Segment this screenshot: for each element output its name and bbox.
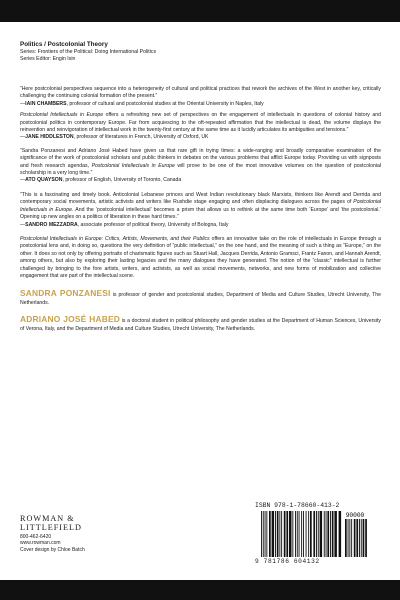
barcode-bar: [359, 519, 360, 557]
barcode-bar: [320, 511, 323, 557]
quote-attribution: [20, 134, 381, 141]
series-editor: Series Editor: Engin Isin: [20, 56, 76, 62]
endorser-name: SANDRO MEZZADRA: [25, 221, 78, 228]
barcode-bar: [277, 511, 279, 557]
barcode-bar: [348, 519, 349, 557]
quote-text: Postcolonial Intellectuals in Europe offers a refreshing new set of perspectives on the engagement of intellectuals in questions of colonial history and postcolonial politics in contemporary Europe. Far from acquiescing to the oft-repeated affirmation that the intellectual is dead, the volume displays the reinvention and reinvigoration of intellectual work in the twenty-first century at the same time as it lucidly articulates its ambiguities and tensions.”: [20, 112, 381, 134]
endorser-role: , professor of literatures in French, University of Oxford, UK: [73, 134, 209, 141]
barcode-bar: [310, 511, 312, 557]
publisher-phone: 800-462-6420: [20, 534, 52, 540]
addon-barcode-bars: [345, 519, 367, 557]
barcode-bar: [324, 511, 325, 557]
quote-text: “Here postcolonial perspectives sequence into a heterogeneity of cultural and political practices that rework the archives of the West in another key, critically challenging the continuing colonial formation of the present.”: [20, 86, 381, 100]
barcode-bar: [361, 519, 362, 557]
barcode-bar: [334, 511, 337, 557]
barcode-bar: [286, 511, 288, 557]
barcode-bar: [301, 511, 302, 557]
barcode-bar: [297, 511, 298, 557]
endorsement-quote: [20, 112, 381, 142]
publisher-block: [20, 514, 180, 553]
publisher-logo-line2: LITTLEFIELD: [20, 523, 82, 532]
attribution-dash: —: [20, 134, 26, 141]
barcode-bar: [308, 511, 309, 557]
attribution-dash: —: [20, 177, 26, 184]
quote-text: “Sandra Ponzanesi and Adriano José Habed have given us that rare gift in trying times: a wide-ranging and broadly comparative examination of the significance of the work of postcolonial scholars and public thinkers in debates on the various problems that afflict Europe today. Providing us with signposts and fresh research agendas, Postcolonial Intellectuals in Europe will prove to be one of the most innovative volumes on the question of postcolonial scholarship in a very long time.”: [20, 147, 381, 177]
endorser-name: ATO QUAYSON: [25, 177, 63, 184]
barcode-bar: [313, 511, 315, 557]
author-bio: [20, 290, 381, 307]
price-code: 90000: [345, 512, 365, 519]
barcode-bar: [303, 511, 304, 557]
cover-text-content: [20, 86, 381, 342]
barcode-bar: [261, 511, 262, 557]
barcode-bar: [275, 511, 276, 557]
endorsement-quote: [20, 86, 381, 108]
barcode-bar: [351, 519, 352, 557]
barcode-bar: [327, 511, 329, 557]
quote-attribution: [20, 101, 381, 108]
barcode-bar: [269, 511, 271, 557]
series-header: [20, 41, 380, 63]
isbn-barcode: [255, 502, 381, 568]
bottom-black-band: [0, 580, 400, 600]
barcode-bar: [316, 511, 317, 557]
series-name: Series: Frontiers of the Political: Doing International Politics: [20, 49, 157, 55]
barcode-graphic: [255, 511, 381, 558]
barcode-bar: [279, 511, 280, 557]
barcode-bar: [365, 519, 367, 557]
quote-attribution: [20, 177, 381, 184]
barcode-digits: 9 781786 604132: [255, 558, 320, 565]
barcode-bar: [332, 511, 334, 557]
barcode-bar: [292, 511, 293, 557]
attribution-dash: —: [20, 100, 26, 107]
quote-attribution: [20, 222, 381, 229]
author-name: ADRIANO JOSÉ HABED: [20, 314, 120, 325]
barcode-bar: [299, 511, 300, 557]
book-description: Postcolonial Intellectuals in Europe: Critics, Artists, Movements, and their Publics offers an innovative take on the role of intellectuals in Europe through a postcolonial lens and, in doing so, questions the very definition of “public intellectual,” on the one hand, and the meaning of such a thing as “Europe,” on the other. It does so not only by offering portraits of charismatic figures such as Stuart Hall, Jacques Derrida, Antonio Gramsci, Frantz Fanon, and Hannah Arendt, among others, but also by exploring their lasting legacies and the many dialogues they have generated. The notion of the “classic” intellectual is further challenged by bringing to the fore artists, writers, and activists, as well as social movements, networks, and new forms of mobilization and collective engagement that are part of the intellectual scene.: [20, 235, 382, 279]
barcode-bar: [363, 519, 365, 557]
barcode-bar: [272, 511, 275, 557]
endorsement-quote: [20, 192, 381, 229]
endorsement-quote: [20, 148, 381, 185]
barcode-bar: [349, 519, 350, 557]
endorser-role: , associate professor of political theory, University of Bologna, Italy: [77, 221, 229, 228]
attribution-dash: —: [20, 221, 26, 228]
barcode-bar: [330, 511, 331, 557]
main-barcode-bars: [261, 511, 341, 557]
top-black-band: [0, 0, 400, 22]
barcode-bar: [306, 511, 307, 557]
barcode-bar: [318, 511, 319, 557]
barcode-bar: [266, 511, 267, 557]
barcode-bar: [281, 511, 282, 557]
barcode-bar: [339, 511, 342, 557]
endorser-name: JANE HIDDLESTON: [25, 134, 74, 141]
quote-text: “This is a fascinating and timely book. Anticolonial Lebanese princes and West Indian revolutionary black Marxists, thinkers like Arendt and Derrida and contemporary social movements, artistic activists and writers like Rushdie stage engaging and often displacing dialogues across the pages of Postcolonial Intellectuals in Europe. And the ‘postcolonial intellectual’ becomes a prism that allows us to rethink at the same time both ‘Europe’ and ‘the postcolonial.’ Opening up new angles on a politics of liberation in these hard times.”: [20, 191, 381, 221]
cover-design-credit: Cover design by Chloe Batch: [20, 546, 85, 553]
barcode-bar: [354, 519, 356, 557]
barcode-bar: [289, 511, 292, 557]
barcode-bar: [326, 511, 327, 557]
publisher-website: www.rowman.com: [20, 540, 61, 547]
isbn-label: ISBN 978-1-78660-413-2: [255, 502, 340, 509]
barcode-bar: [345, 519, 347, 557]
endorser-role: , professor of cultural and postcolonial studies at the Oriental University in Naples, Italy: [66, 100, 264, 107]
series-category: Politics / Postcolonial Theory: [20, 41, 108, 48]
barcode-bar: [284, 511, 286, 557]
barcode-bar: [356, 519, 358, 557]
barcode-bar: [265, 511, 266, 557]
author-bio-text: is professor of gender and postcolonial studies, Department of Media and Culture Studies, Utrecht University, The Netherlands.: [20, 292, 382, 306]
endorser-name: IAIN CHAMBERS: [25, 100, 67, 107]
author-bio-text: is a doctoral student in political philosophy and gender studies at the Department of Human Sciences, University of Verona, Italy, and the Department of Media and Culture Studies, Utrecht University, The Netherlands.: [20, 318, 381, 332]
author-bio: [20, 316, 381, 333]
barcode-bar: [295, 511, 296, 557]
publisher-logo-line1: ROWMAN &: [20, 514, 75, 523]
barcode-bar: [263, 511, 264, 557]
author-name: SANDRA PONZANESI: [20, 288, 111, 299]
endorser-role: , professor of English, University of Toronto, Canada: [62, 177, 182, 184]
